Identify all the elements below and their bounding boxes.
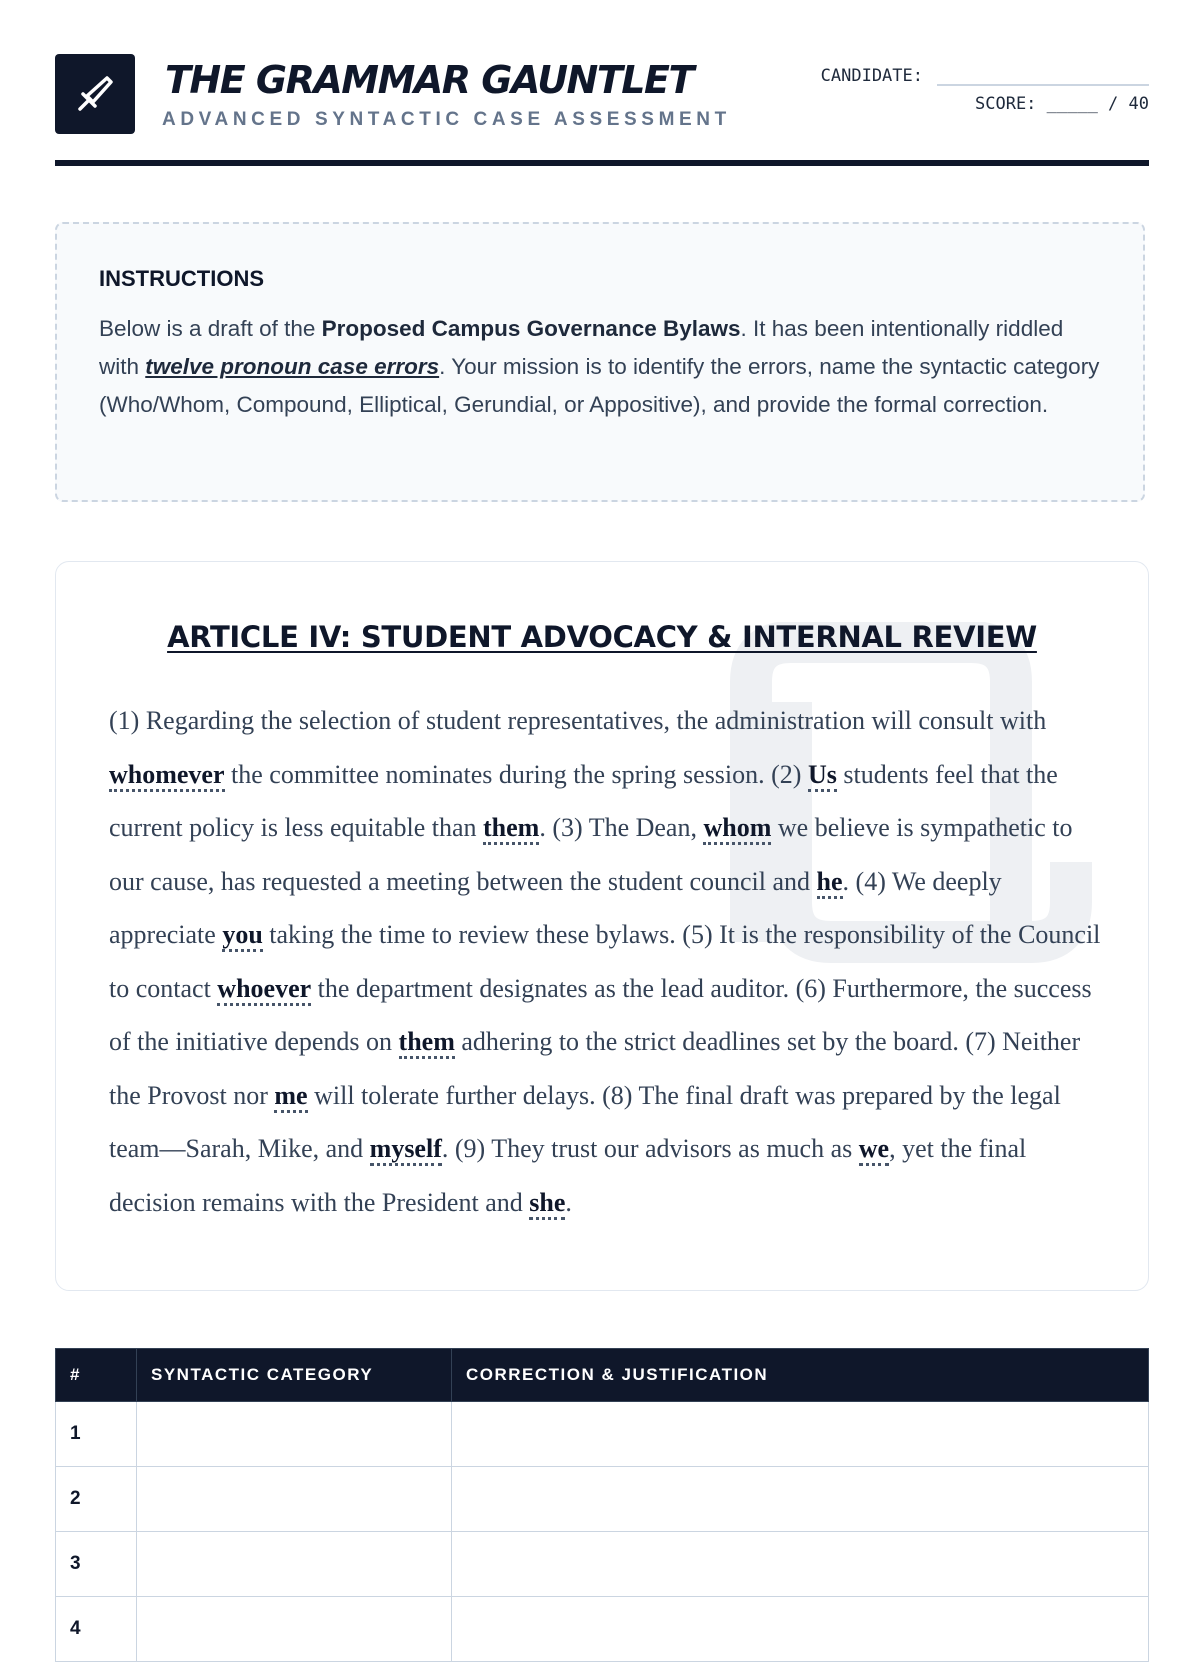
flagged-pronoun[interactable]: me	[274, 1081, 307, 1113]
column-header-category: SYNTACTIC CATEGORY	[137, 1349, 452, 1402]
header-divider	[55, 160, 1149, 166]
flagged-pronoun[interactable]: myself	[370, 1134, 442, 1166]
table-row	[56, 1532, 1149, 1597]
instructions-text-part: Below is a draft of the	[99, 316, 322, 341]
article-title: ARTICLE IV: STUDENT ADVOCACY & INTERNAL REVIEW	[167, 620, 1037, 654]
error-count-emphasis: twelve pronoun case errors	[145, 354, 440, 379]
bylaws-name: Proposed Campus Governance Bylaws	[321, 316, 741, 341]
row-number: 1	[56, 1402, 137, 1467]
article-text-segment: will tolerate further delays. (8) The final draft was prepared by the legal team—Sarah, Mike, and	[109, 1080, 1061, 1163]
instructions-text	[99, 310, 1101, 424]
category-cell[interactable]	[137, 1532, 452, 1597]
article-text-segment: . (4) We deeply appreciate	[109, 866, 1002, 949]
flagged-pronoun[interactable]: we	[859, 1134, 889, 1166]
flagged-pronoun[interactable]: she	[529, 1188, 565, 1220]
row-number: 4	[56, 1597, 137, 1662]
instructions-heading: INSTRUCTIONS	[99, 266, 264, 291]
article-text-segment: we believe is sympathetic to our cause, has requested a meeting between the student council and	[109, 813, 1073, 896]
score-label: SCORE: _____ / 40	[975, 94, 1149, 114]
logo	[55, 54, 135, 134]
article-text-segment: .	[565, 1187, 572, 1217]
header	[55, 54, 1149, 164]
answer-table	[55, 1348, 1149, 1662]
candidate-input[interactable]	[937, 66, 1149, 86]
column-header-correction: CORRECTION & JUSTIFICATION	[452, 1349, 1149, 1402]
candidate-label: CANDIDATE:	[820, 66, 923, 86]
table-header-row	[56, 1349, 1149, 1402]
correction-cell[interactable]	[452, 1402, 1149, 1467]
flagged-pronoun[interactable]: whomever	[109, 760, 225, 792]
flagged-pronoun[interactable]: them	[399, 1027, 455, 1059]
article-text-segment: the committee nominates during the spring session. (2)	[224, 759, 808, 789]
flagged-pronoun[interactable]: whom	[703, 813, 771, 845]
article-text-segment: the department designates as the lead auditor. (6) Furthermore, the success of the initiative depends on	[109, 973, 1092, 1056]
table-row	[56, 1402, 1149, 1467]
category-cell[interactable]	[137, 1467, 452, 1532]
table-row	[56, 1597, 1149, 1662]
page-title: THE GRAMMAR GAUNTLET	[165, 58, 693, 102]
article-text-segment: taking the time to review these bylaws. (5) It is the responsibility of the Council to contact	[109, 920, 1101, 1003]
article-text	[109, 694, 1109, 1229]
category-cell[interactable]	[137, 1402, 452, 1467]
article-text-segment: . (9) They trust our advisors as much as	[441, 1134, 859, 1163]
correction-cell[interactable]	[452, 1467, 1149, 1532]
row-number: 2	[56, 1467, 137, 1532]
correction-cell[interactable]	[452, 1532, 1149, 1597]
flagged-pronoun[interactable]: Us	[808, 760, 837, 792]
row-number: 3	[56, 1532, 137, 1597]
instructions-text-part: . It has been intentionally riddled with	[99, 316, 1064, 379]
article-card	[55, 561, 1149, 1291]
sword-icon	[71, 70, 119, 118]
candidate-field	[821, 66, 1149, 86]
correction-cell[interactable]	[452, 1597, 1149, 1662]
flagged-pronoun[interactable]: whoever	[217, 974, 311, 1006]
flagged-pronoun[interactable]: he	[817, 867, 843, 899]
instructions-box	[55, 222, 1145, 502]
article-text-segment: , yet the final decision remains with the President and	[109, 1134, 1027, 1217]
article-text-segment: (1) Regarding the selection of student representatives, the administration will consult with	[109, 706, 1047, 735]
column-header-number: #	[56, 1349, 137, 1402]
article-text-segment: students feel that the current policy is less equitable than	[109, 759, 1058, 842]
article-text-segment: adhering to the strict deadlines set by the board. (7) Neither the Provost nor	[109, 1027, 1081, 1110]
flagged-pronoun[interactable]: them	[483, 813, 539, 845]
article-text-segment: . (3) The Dean,	[539, 813, 704, 842]
category-cell[interactable]	[137, 1597, 452, 1662]
page-subtitle: ADVANCED SYNTACTIC CASE ASSESSMENT	[162, 109, 731, 130]
instructions-text-part: . Your mission is to identify the errors, name the syntactic category (Who/Whom, Compound, Elliptical, Gerundial, or Appositive), and provide the formal correction.	[99, 354, 1100, 417]
flagged-pronoun[interactable]: you	[222, 920, 262, 952]
table-row	[56, 1467, 1149, 1532]
